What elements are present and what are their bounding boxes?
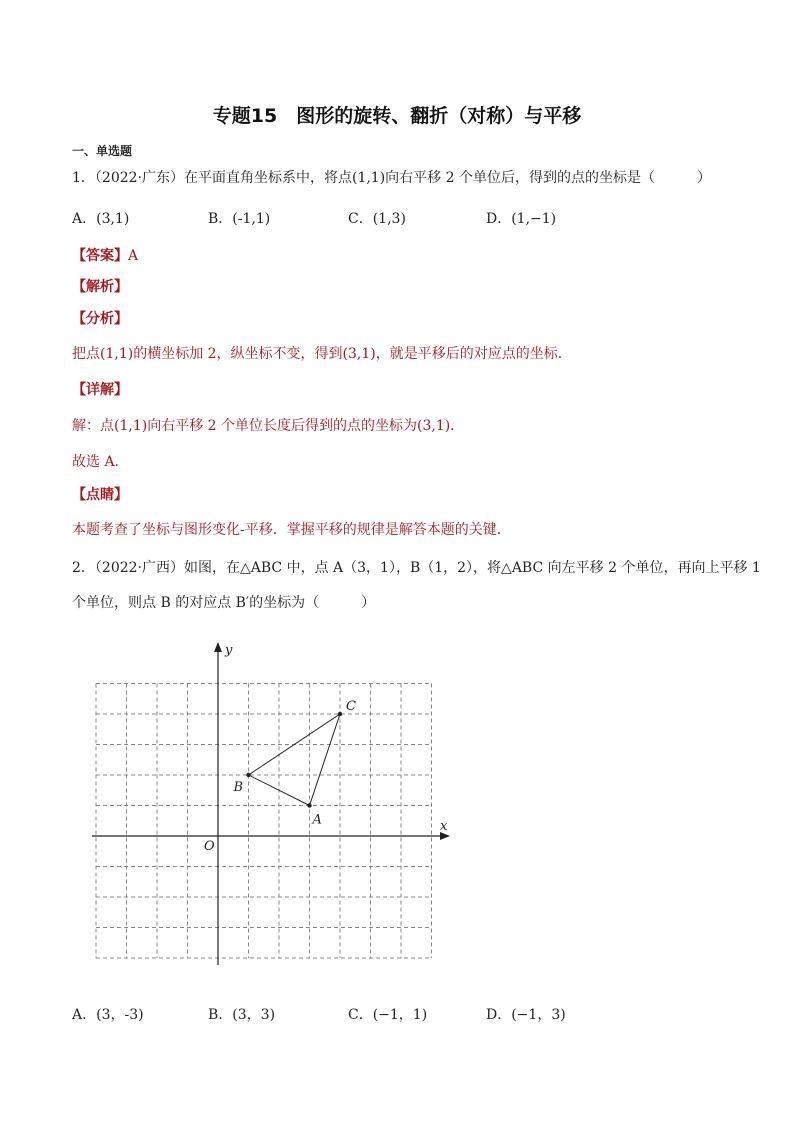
q1-option-a: A．(3,1) xyxy=(72,211,130,227)
xiangjie-text: 解：点(1,1)向右平移 2 个单位长度后得到的点的坐标为(3,1)． xyxy=(72,418,465,434)
q1-option-b: B．(-1,1) xyxy=(208,211,271,227)
question-2-stem-line-1: 2．（2022·广西）如图，在△ABC 中，点 A（3，1），B（1，2），将△ABC 向左平移 2 个单位，再向上平移 1 xyxy=(72,560,761,576)
guxuan-text: 故选 A． xyxy=(72,454,129,470)
xiangjie-tag: 【详解】 xyxy=(72,382,128,398)
q2-option-d: D．(−1，3) xyxy=(486,1007,566,1023)
question-2-stem-line-2: 个单位，则点 B 的对应点 B′的坐标为（ ） xyxy=(72,595,376,611)
q1-option-d: D．(1,−1) xyxy=(486,211,557,227)
origin-label: O xyxy=(204,839,215,854)
triangle-outline xyxy=(249,714,341,806)
fenxi-tag: 【分析】 xyxy=(72,311,128,327)
triangle-abc xyxy=(233,699,357,828)
answer-row xyxy=(72,246,138,266)
fenxi-text: 把点(1,1)的横坐标加 2，纵坐标不变，得到(3,1)，就是平移后的对应点的坐标． xyxy=(72,346,572,362)
axes xyxy=(92,642,450,965)
q1-option-c: C．(1,3) xyxy=(348,211,406,227)
section-heading: 一、单选题 xyxy=(72,144,133,158)
point-label-c: C xyxy=(346,699,356,714)
q2-option-a: A．(3，-3) xyxy=(72,1007,144,1023)
answer-value: A xyxy=(128,248,139,264)
dianjing-text: 本题考查了坐标与图形变化-平移．掌握平移的规律是解答本题的关键． xyxy=(72,522,511,538)
point-label-b: B xyxy=(233,780,244,795)
point-c xyxy=(338,712,342,716)
coordinate-figure xyxy=(88,640,468,970)
grid xyxy=(96,684,432,959)
x-axis-label: x xyxy=(440,819,448,834)
point-label-a: A xyxy=(312,812,322,828)
page-title: 专题15 图形的旋转、翻折（对称）与平移 xyxy=(212,105,582,127)
y-axis-label: y xyxy=(225,643,233,658)
answer-tag: 【答案】 xyxy=(72,248,128,264)
y-axis-arrow xyxy=(214,642,222,652)
dianjing-tag: 【点睛】 xyxy=(72,487,128,503)
point-b xyxy=(246,773,250,777)
jiexi-tag: 【解析】 xyxy=(72,279,128,295)
point-a xyxy=(307,803,311,807)
q2-option-b: B．(3，3) xyxy=(208,1007,276,1023)
q2-option-c: C．(−1，1) xyxy=(348,1007,428,1023)
question-1-stem: 1．（2022·广东）在平面直角坐标系中，将点(1,1)向右平移 2 个单位后，得到的点的坐标是（ ） xyxy=(72,170,711,186)
